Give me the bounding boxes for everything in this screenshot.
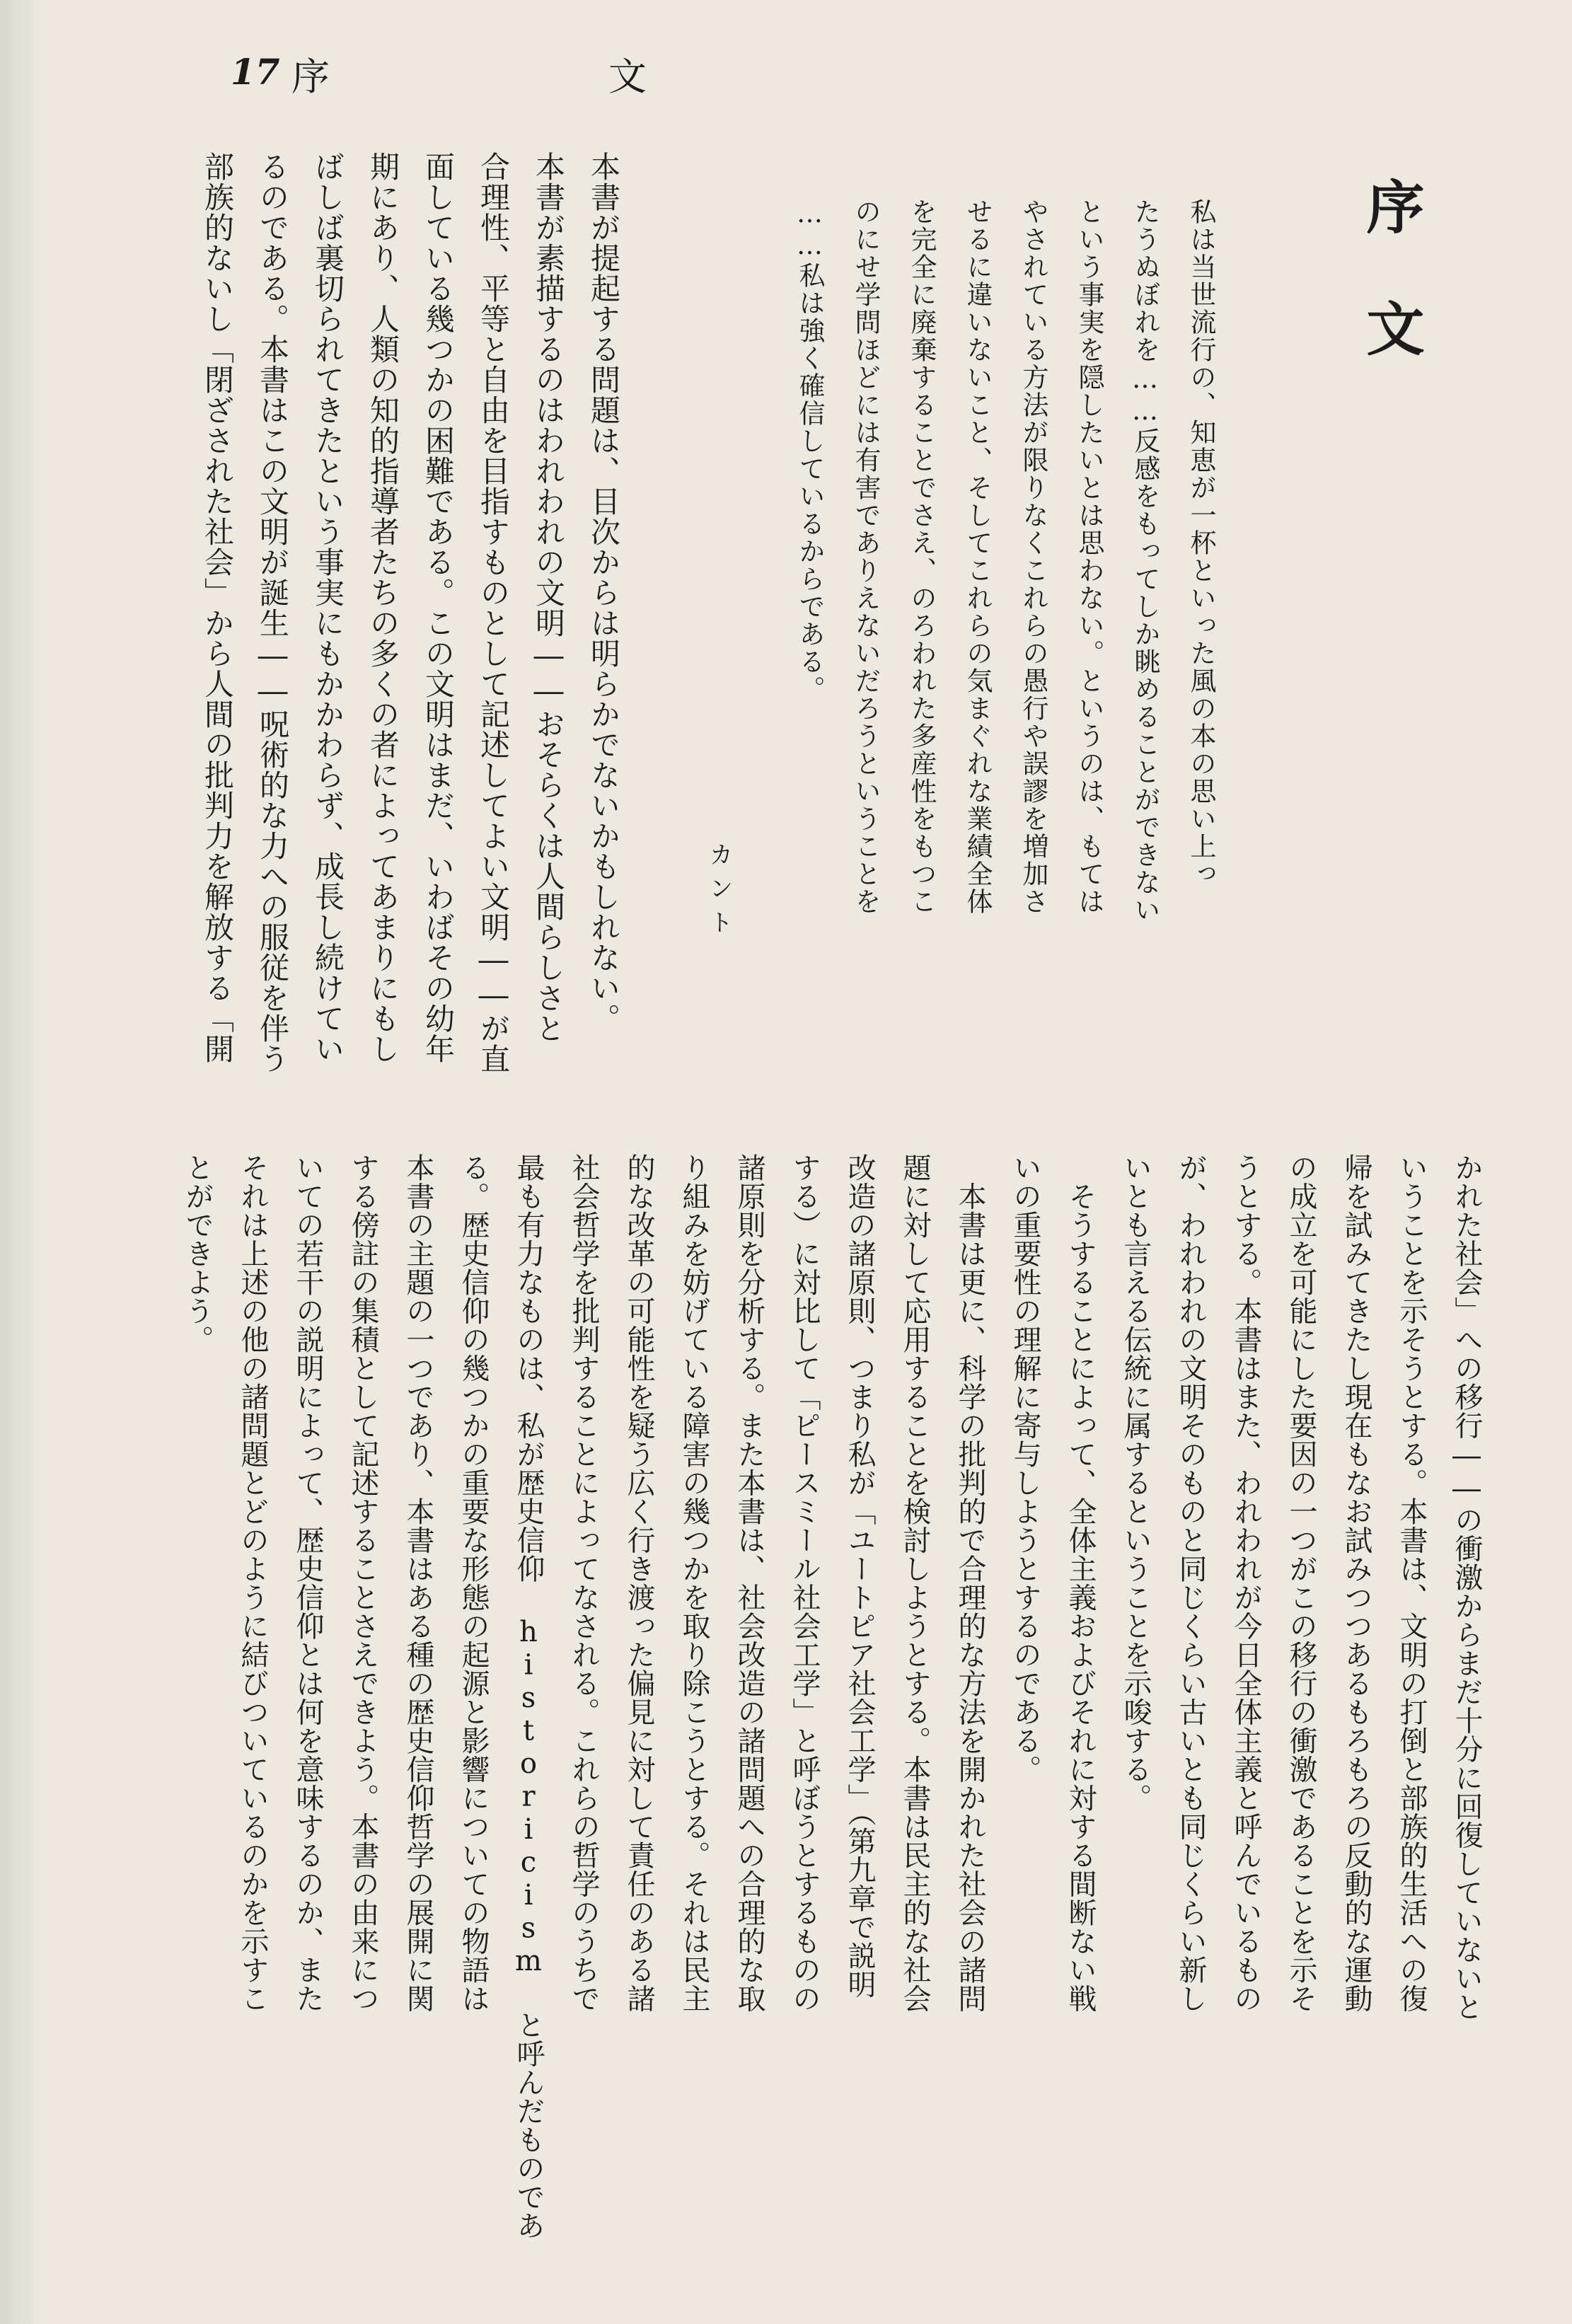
epigraph-line: のにせ学問ほどには有害でありえないだろうということを: [850, 198, 881, 915]
text-line: 部族的ないし「閉ざされた社会」から人間の批判力を解放する「開: [200, 151, 235, 1064]
page-number: 17: [231, 51, 280, 93]
epigraph-author: カント: [705, 842, 733, 944]
text-line: 本書は更に、科学の批判的で合理的な方法を開かれた社会の諸問: [954, 1153, 986, 2013]
text-line: 最も有力なものは、私が歴史信仰 historicism と呼んだものであ: [512, 1153, 545, 2240]
text-line: 諸原則を分析する。また本書は、社会改造の諸問題への合理的な取: [733, 1153, 765, 2013]
text-line: 社会哲学を批判することによってなされる。これらの哲学のうちで: [567, 1153, 600, 2013]
text-line: かれた社会」への移行――の衝激からまだ十分に回復していないと: [1450, 1153, 1483, 2021]
text-line: そうすることによって、全体主義およびそれに対する間断ない戦: [1064, 1153, 1097, 2013]
text-line: 帰を試みてきたし現在もなお試みつつあるもろもろの反動的な運動: [1340, 1153, 1372, 2013]
epigraph: [782, 198, 1229, 1068]
text-line: 本書が提起する問題は、目次からは明らかでないかもしれない。: [586, 151, 621, 1034]
epigraph-line: やされている方法が限りなくこれらの愚行や誤謬を増加さ: [1018, 198, 1048, 915]
body-text-bottom: [170, 1153, 1494, 2299]
text-line: 改造の諸原則、つまり私が「ユートピア社会工学」（第九章で説明: [843, 1153, 876, 1999]
text-line: いうことを示そうとする。本書は、文明の打倒と部族的生活への復: [1395, 1153, 1428, 2013]
epigraph-line: せるに違いないこと、そしてこれらの気まぐれな業績全体: [962, 198, 993, 915]
epigraph-line: という事実を隠したいとは思わない。というのは、もては: [1074, 198, 1104, 915]
text-line: の成立を可能にした要因の一つがこの移行の衝激であることを示そ: [1285, 1153, 1317, 2013]
text-line: 本書が素描するのはわれわれの文明――おそらくは人間らしさと: [531, 151, 566, 1044]
text-line: り組みを妨げている障害の幾つかを取り除こうとする。それは民主: [678, 1153, 710, 2013]
text-line: が、われわれの文明そのものと同じくらい古いとも同じくらい新し: [1174, 1153, 1207, 2013]
text-line: とができよう。: [181, 1153, 214, 1354]
text-line: 期にあり、人類の知的指導者たちの多くの者によってあまりにもし: [366, 151, 400, 1064]
text-line: る。歴史信仰の幾つかの重要な形態の起源と影響についての物語は: [457, 1153, 490, 2013]
text-line: 的な改革の可能性を疑う広く行き渡った偏見に対して責任のある諸: [623, 1153, 655, 2013]
text-line: それは上述の他の諸問題とどのように結びついているのかを示すこ: [236, 1153, 269, 2013]
text-line: いての若干の説明によって、歴史信仰とは何を意味するのか、また: [291, 1153, 324, 2013]
text-line: 本書の主題の一つであり、本書はある種の歴史信仰哲学の展開に関: [402, 1153, 434, 2013]
text-line: する傍註の集積として記述することさえできよう。本書の由来につ: [347, 1153, 379, 2013]
epigraph-line: を完全に廃棄することでさえ、のろわれた多産性をもつこ: [906, 198, 937, 915]
text-line: 合理性、平等と自由を目指すものとして記述してよい文明――が直: [476, 151, 511, 1074]
epigraph-line: ……私は強く確信しているからである。: [794, 198, 825, 703]
text-line: 題に対して応用することを検討しようとする。本書は民主的な社会: [898, 1153, 931, 2013]
body-text-top: [190, 151, 631, 1092]
text-line: する）に対比して「ピースミール社会工学」と呼ぼうとするものの: [788, 1153, 821, 2013]
text-line: いとも言える伝統に属するということを示唆する。: [1119, 1153, 1152, 1813]
text-line: うとする。本書はまた、われわれが今日全体主義と呼んでいるもの: [1230, 1153, 1262, 2013]
text-line: 面している幾つかの困難である。この文明はまだ、いわばその幼年: [421, 151, 456, 1064]
chapter-title: 序文: [1357, 177, 1425, 420]
epigraph-line: たうぬぼれを……反感をもってしか眺めることができない: [1130, 198, 1160, 924]
text-line: ばしば裏切られてきたという事実にもかかわらず、成長し続けてい: [311, 151, 345, 1064]
text-line: るのである。本書はこの文明が誕生――呪術的な力への服従を伴う: [255, 151, 290, 1074]
epigraph-line: 私は当世流行の、知恵が一杯といった風の本の思い上っ: [1186, 198, 1216, 888]
page-gutter-shadow: [0, 0, 42, 2324]
text-line: いの重要性の理解に寄与しようとするのである。: [1009, 1153, 1041, 1784]
running-title: 序 文: [291, 54, 767, 99]
